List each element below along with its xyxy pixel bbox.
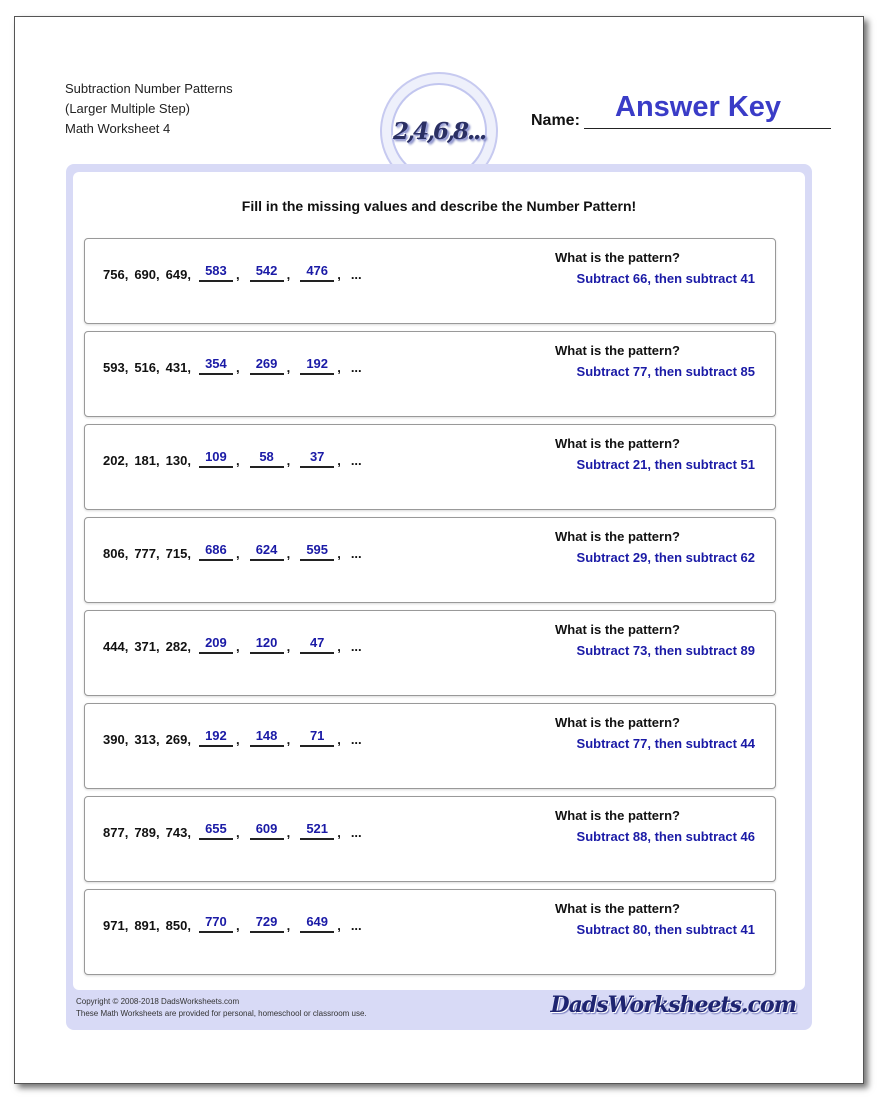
pattern-question: What is the pattern? <box>555 436 680 451</box>
given-number: 269, <box>165 732 191 747</box>
given-number: 130, <box>165 453 191 468</box>
sequence-ellipsis: ... <box>350 546 362 561</box>
pattern-answer: Subtract 21, then subtract 51 <box>576 457 755 472</box>
answer-blank[interactable]: 47 <box>300 635 334 654</box>
sequence-ellipsis: ... <box>350 732 362 747</box>
answer-blank[interactable]: 354 <box>199 356 233 375</box>
number-sequence: 444, 371, 282, 209 , 120 , 47 , ... <box>103 635 362 654</box>
answer-blank[interactable]: 686 <box>199 542 233 561</box>
given-number: 690, <box>134 267 160 282</box>
given-number: 371, <box>134 639 160 654</box>
given-number: 282, <box>165 639 191 654</box>
answer-blank[interactable]: 71 <box>300 728 334 747</box>
answer-blank[interactable]: 209 <box>199 635 233 654</box>
given-number: 390, <box>103 732 129 747</box>
pattern-question: What is the pattern? <box>555 715 680 730</box>
answer-blank[interactable]: 58 <box>250 449 284 468</box>
pattern-answer: Subtract 73, then subtract 89 <box>576 643 755 658</box>
sequence-ellipsis: ... <box>350 453 362 468</box>
answer-blank[interactable]: 595 <box>300 542 334 561</box>
sequence-ellipsis: ... <box>350 639 362 654</box>
answer-blank[interactable]: 109 <box>199 449 233 468</box>
name-label: Name: <box>531 112 580 129</box>
given-number: 850, <box>165 918 191 933</box>
given-number: 777, <box>134 546 160 561</box>
pattern-answer: Subtract 77, then subtract 44 <box>576 736 755 751</box>
sequence-ellipsis: ... <box>350 825 362 840</box>
answer-blank[interactable]: 649 <box>300 914 334 933</box>
pattern-answer: Subtract 88, then subtract 46 <box>576 829 755 844</box>
pattern-question: What is the pattern? <box>555 250 680 265</box>
answer-blank[interactable]: 192 <box>300 356 334 375</box>
answer-blank[interactable]: 770 <box>199 914 233 933</box>
number-sequence: 756, 690, 649, 583 , 542 , 476 , ... <box>103 263 362 282</box>
given-number: 715, <box>165 546 191 561</box>
problems-panel <box>73 172 805 990</box>
problem-1 <box>84 238 776 324</box>
problem-8 <box>84 889 776 975</box>
number-sequence: 971, 891, 850, 770 , 729 , 649 , ... <box>103 914 362 933</box>
title-line-2: (Larger Multiple Step) <box>65 101 190 116</box>
answer-blank[interactable]: 521 <box>300 821 334 840</box>
pattern-answer: Subtract 77, then subtract 85 <box>576 364 755 379</box>
title-line-1: Subtraction Number Patterns <box>65 81 233 96</box>
pattern-question: What is the pattern? <box>555 808 680 823</box>
sequence-ellipsis: ... <box>350 360 362 375</box>
problem-3 <box>84 424 776 510</box>
problem-5 <box>84 610 776 696</box>
pattern-question: What is the pattern? <box>555 343 680 358</box>
problem-4 <box>84 517 776 603</box>
pattern-question: What is the pattern? <box>555 901 680 916</box>
problems-frame <box>66 164 812 1030</box>
problem-2 <box>84 331 776 417</box>
given-number: 891, <box>134 918 160 933</box>
given-number: 313, <box>134 732 160 747</box>
instructions: Fill in the missing values and describe the Number Pattern! <box>241 198 637 214</box>
given-number: 516, <box>134 360 160 375</box>
answer-blank[interactable]: 624 <box>250 542 284 561</box>
name-line <box>584 128 831 129</box>
title-line-3: Math Worksheet 4 <box>65 121 171 136</box>
answer-blank[interactable]: 269 <box>250 356 284 375</box>
answer-blank[interactable]: 609 <box>250 821 284 840</box>
pattern-answer: Subtract 66, then subtract 41 <box>576 271 755 286</box>
answer-blank[interactable]: 148 <box>250 728 284 747</box>
given-number: 743, <box>165 825 191 840</box>
number-sequence: 202, 181, 130, 109 , 58 , 37 , ... <box>103 449 362 468</box>
given-number: 756, <box>103 267 129 282</box>
answer-blank[interactable]: 583 <box>199 263 233 282</box>
answer-blank[interactable]: 120 <box>250 635 284 654</box>
answer-blank[interactable]: 729 <box>250 914 284 933</box>
given-number: 971, <box>103 918 129 933</box>
given-number: 444, <box>103 639 129 654</box>
usage-notice: These Math Worksheets are provided for personal, homeschool or classroom use. <box>76 1009 367 1018</box>
number-sequence: 877, 789, 743, 655 , 609 , 521 , ... <box>103 821 362 840</box>
pattern-answer: Subtract 80, then subtract 41 <box>576 922 755 937</box>
answer-blank[interactable]: 192 <box>199 728 233 747</box>
sequence-ellipsis: ... <box>350 267 362 282</box>
answer-blank[interactable]: 542 <box>250 263 284 282</box>
answer-key-heading: Answer Key <box>615 91 782 123</box>
number-sequence: 806, 777, 715, 686 , 624 , 595 , ... <box>103 542 362 561</box>
given-number: 877, <box>103 825 129 840</box>
dadsworksheets-logo: DadsWorksheets.com <box>550 992 796 1018</box>
pattern-question: What is the pattern? <box>555 529 680 544</box>
answer-blank[interactable]: 37 <box>300 449 334 468</box>
problem-7 <box>84 796 776 882</box>
sequence-ellipsis: ... <box>350 918 362 933</box>
given-number: 789, <box>134 825 160 840</box>
given-number: 202, <box>103 453 129 468</box>
worksheet-title <box>65 79 233 139</box>
worksheet-page <box>14 16 864 1084</box>
logo-text: 2,4,6,8... <box>392 117 486 145</box>
copyright-text: Copyright © 2008-2018 DadsWorksheets.com <box>76 997 240 1006</box>
pattern-answer: Subtract 29, then subtract 62 <box>576 550 755 565</box>
given-number: 431, <box>165 360 191 375</box>
number-sequence: 593, 516, 431, 354 , 269 , 192 , ... <box>103 356 362 375</box>
answer-blank[interactable]: 655 <box>199 821 233 840</box>
given-number: 181, <box>134 453 160 468</box>
footer <box>76 996 367 1020</box>
number-sequence: 390, 313, 269, 192 , 148 , 71 , ... <box>103 728 362 747</box>
answer-blank[interactable]: 476 <box>300 263 334 282</box>
given-number: 593, <box>103 360 129 375</box>
given-number: 649, <box>165 267 191 282</box>
given-number: 806, <box>103 546 129 561</box>
problem-6 <box>84 703 776 789</box>
pattern-question: What is the pattern? <box>555 622 680 637</box>
